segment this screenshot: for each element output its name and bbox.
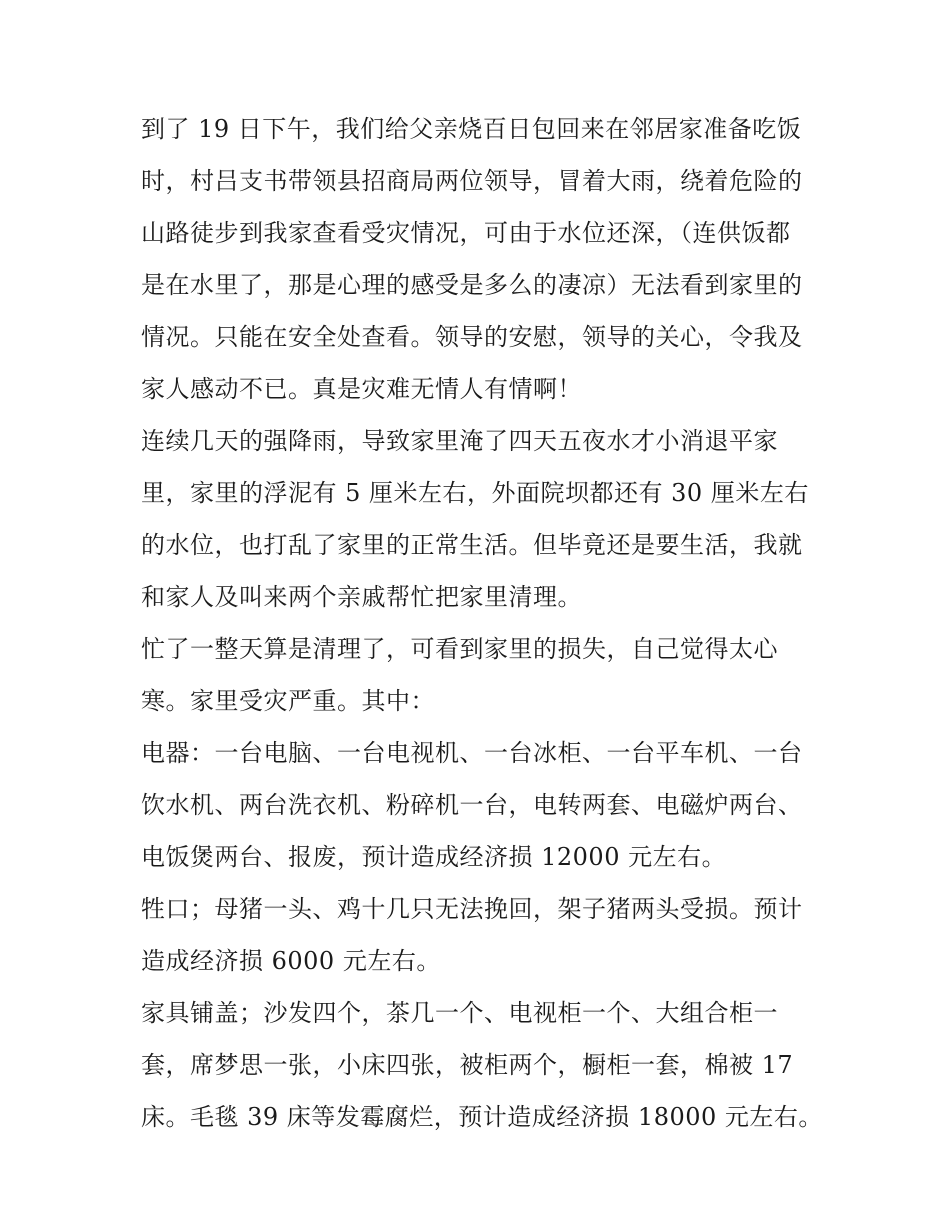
text-line: 造成经济损 6000 元左右。 bbox=[141, 947, 441, 975]
text-line: 到了 19 日下午，我们给父亲烧百日包回来在邻居家准备吃饭 bbox=[141, 115, 802, 143]
text-line: 里，家里的浮泥有 5 厘米左右，外面院坝都还有 30 厘米左右 bbox=[141, 479, 809, 507]
text-line: 饮水机、两台洗衣机、粉碎机一台，电转两套、电磁炉两台、 bbox=[141, 791, 803, 819]
text-line: 套，席梦思一张，小床四张，被柜两个，橱柜一套，棉被 17 bbox=[141, 1051, 794, 1079]
text-line: 情况。只能在安全处查看。领导的安慰，领导的关心，令我及 bbox=[141, 323, 803, 351]
document-body bbox=[141, 103, 831, 1143]
text-line: 连续几天的强降雨，导致家里淹了四天五夜水才小消退平家 bbox=[141, 427, 778, 455]
text-line: 的水位，也打乱了家里的正常生活。但毕竟还是要生活，我就 bbox=[141, 531, 803, 559]
text-line: 电饭煲两台、报废，预计造成经济损 12000 元左右。 bbox=[141, 843, 727, 871]
text-line: 家具铺盖；沙发四个，茶几一个、电视柜一个、大组合柜一 bbox=[141, 999, 778, 1027]
text-line: 和家人及叫来两个亲戚帮忙把家里清理。 bbox=[141, 583, 582, 611]
text-line: 牲口；母猪一头、鸡十几只无法挽回，架子猪两头受损。预计 bbox=[141, 895, 803, 923]
text-line: 时，村吕支书带领县招商局两位领导，冒着大雨，绕着危险的 bbox=[141, 167, 803, 195]
text-line: 电器：一台电脑、一台电视机、一台冰柜、一台平车机、一台 bbox=[141, 739, 803, 767]
text-line: 寒。家里受灾严重。其中： bbox=[141, 687, 435, 715]
text-line: 忙了一整天算是清理了，可看到家里的损失，自己觉得太心 bbox=[141, 635, 778, 663]
text-line: 是在水里了，那是心理的感受是多么的凄凉）无法看到家里的 bbox=[141, 271, 803, 299]
text-line: 山路徒步到我家查看受灾情况，可由于水位还深，（连供饭都 bbox=[141, 219, 791, 247]
text-line: 家人感动不已。真是灾难无情人有情啊！ bbox=[141, 375, 582, 403]
text-line: 床。毛毯 39 床等发霉腐烂，预计造成经济损 18000 元左右。 bbox=[141, 1103, 823, 1131]
